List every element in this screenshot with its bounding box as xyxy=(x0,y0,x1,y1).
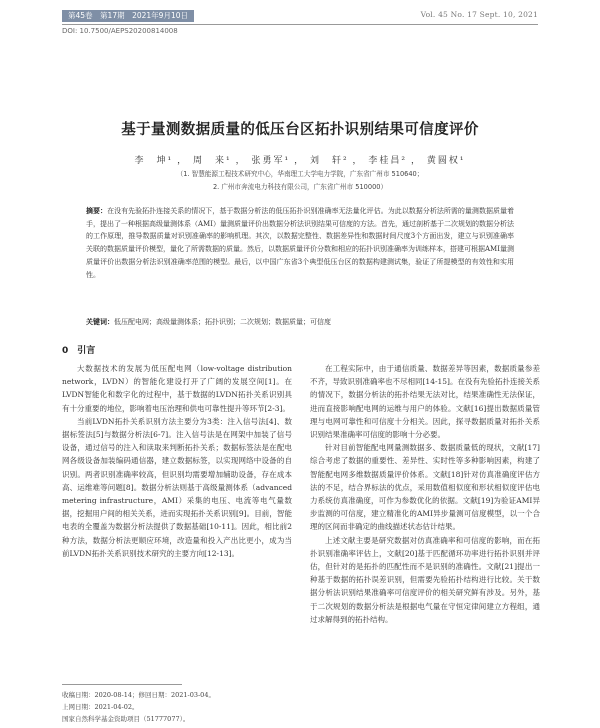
author: 李 坤¹ xyxy=(134,156,174,166)
paper-title: 基于量测数据质量的低压台区拓扑识别结果可信度评价 xyxy=(121,122,479,138)
keywords-text: 低压配电网；高级量测体系；拓扑识别；二次规划；数据质量；可信度 xyxy=(114,318,331,326)
abstract-text: 在没有先验拓扑连接关系的情况下，基于数据分析法的低压拓扑识别准确率无法量化评估。为此以数据分析法所需的量测数据质量着手，提出了一种根据高级量测体系（AMI）量测质量评价出数据分析法识别结果可信度的方法。首先，通过剖析基于二次规划的数据分析法的工作原理，推导数据质量对识别准确率的影响机理。其次，以数据完整性、数据差异性和数据时间尺度3个方面出发，建立与识别准确率关联的数据质量评价模型，量化了所需数据的质量。然后，以数据质量评价分数和相应的拓扑识别准确率为训练样本，搭建可根据AMI量测质量评价出数据分析法识别准确率范围的模型。最后，以中国广东省3个典型低压台区的数据构建测试集，验证了所提模型的有效性和实用性。 xyxy=(86,207,515,279)
paragraph: 大数据技术的发展为低压配电网（low-voltage distribution network，LVDN）的智能化建设打开了广阔的发展空间[1]。在LVDN智能化和数字化的过程中，基于数据的LVDN拓扑关系识别具有十分重要的地位，影响着电压治理和供电可靠性提升等环节[2-3]。 xyxy=(62,364,292,413)
footnote-funding: 国家自然科学基金资助项目（51777077）。 xyxy=(62,715,190,723)
author: 张勇军¹ xyxy=(251,156,291,166)
author: 黄圆权¹ xyxy=(426,156,466,166)
journal-volume-en: Vol. 45 No. 17 Sept. 10, 2021 xyxy=(420,10,538,19)
author: 刘 轩² xyxy=(309,156,349,166)
footnotes xyxy=(62,689,302,725)
author-list: 李 坤¹ ， 周 来¹ ， 张勇军¹ ， 刘 轩² ， 李桂昌² ， 黄圆权¹ xyxy=(134,156,466,166)
section-title-introduction: 0 引言 xyxy=(62,346,96,356)
header-rule xyxy=(62,24,538,25)
keywords-label: 关键词： xyxy=(86,318,114,326)
keywords xyxy=(86,317,514,327)
doi[interactable]: DOI: 10.7500/AEPS20200814008 xyxy=(62,27,178,35)
journal-header xyxy=(0,0,600,30)
author: 李桂昌² xyxy=(368,156,408,166)
body-column-right xyxy=(310,362,540,626)
paragraph: 针对目前智能配电网量测数据多、数据质量低的现状，文献[17]综合考虑了数据的重要性、差异性、实时性等多种影响因素，构建了智能配电网多维数据质量评价体系。文献[18]针对仿真准确度评估方法的不足，结合界标法的优点，采用数值相似度和形状相似度评估电力系统仿真准确度，可作为参数优化的依据。文献[19]为验证AMI异步监测的可信度，建立精准化的AMI异步量测可信度模型，以一个合理的区间而非确定的曲线描述状态估计结果。 xyxy=(310,443,540,532)
issue-badge: 第45卷 第17期 2021年9月10日 xyxy=(62,10,194,22)
abstract xyxy=(86,205,514,281)
affiliation-1: （1. 智慧能源工程技术研究中心，华南理工大学电力学院，广东省广州市 510640； xyxy=(176,170,424,178)
body-column-left xyxy=(62,362,292,560)
paragraph: 在工程实际中，由于通信质量、数据差异等因素，数据质量参差不齐，导致识别准确率也不尽相同[14-15]。在没有先验拓扑连接关系的情况下，数据分析法的拓扑结果无法对比，结果准确性无法保证，进而直接影响配电网的运维与用户的体验。文献[16]提出数据质量管理与电网可靠性和可信度十分相关。因此，探寻数据质量对拓扑关系识别结果准确率可信度的影响十分必要。 xyxy=(310,364,540,440)
author: 周 来¹ xyxy=(192,156,232,166)
paragraph: 当前LVDN拓扑关系识别方法主要分为3类：注入信号法[4]、数据标签法[5]与数据分析法[6-7]。注入信号法是在网架中加装了信号设备，通过信号的注入和读取来判断拓扑关系；数据标签法是在配电网各级设备加装编码通信器，建立数据标签，以实现网络中设备的自识别。两者识别准确率较高，但识别均需要增加辅助设备，存在成本高、运维难等问题[8]。数据分析法则基于高级量测体系（advanced metering infrastructure，AMI）采集的电压、电流等电气量数据，挖掘用户间的相关关系，进而实现拓扑关系识别[9]。目前，智能电表的全覆盖为数据分析法提供了数据基础[10-11]。因此，相比前2种方法，数据分析法更顺应环境，改造量和投入产出比更小，成为当前LVDN拓扑关系识别技术研究的主要方向[12-13]。 xyxy=(62,416,292,558)
abstract-label: 摘要： xyxy=(86,207,108,215)
paragraph: 上述文献主要是研究数据对仿真准确率和可信度的影响，而在拓扑识别准确率评估上，文献[20]基于匹配循环功率进行拓扑识别并评估，但针对的是拓扑的匹配性而不是识别的准确性。文献[21]提出一种基于数据的拓扑误差识别，但需要先验拓扑结构进行比较。关于数据分析法识别结果准确率可信度评价的相关研究鲜有涉及。另外，基于二次规划的数据分析法是根据电气量在守恒定律间建立方程组，通过求解得到的拓扑结构。 xyxy=(310,535,540,624)
footnote-rule xyxy=(62,684,182,685)
footnote-online: 上网日期：2021-04-02。 xyxy=(62,703,139,711)
footnote-received: 收稿日期：2020-08-14；修回日期：2021-03-04。 xyxy=(62,691,215,699)
affiliation-2: 2. 广州市奔流电力科技有限公司，广东省广州市 510000） xyxy=(212,183,388,191)
